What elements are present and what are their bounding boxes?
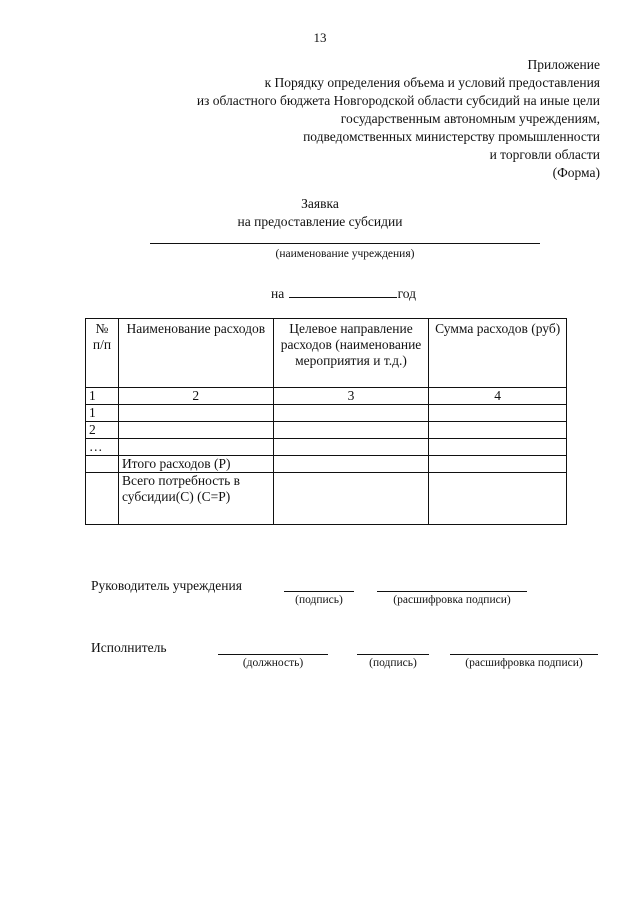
need-amount-cell[interactable] bbox=[429, 473, 567, 525]
exec-position-caption: (должность) bbox=[242, 657, 304, 669]
cell-amount[interactable] bbox=[429, 422, 567, 439]
cell-amount[interactable] bbox=[429, 439, 567, 456]
cell-target-direction[interactable] bbox=[273, 405, 429, 422]
header-number: № п/п bbox=[86, 319, 119, 388]
year-blank-line bbox=[289, 285, 397, 298]
cell-expense-name[interactable] bbox=[118, 405, 273, 422]
appendix-line: подведомственных министерству промышленности bbox=[303, 129, 600, 144]
need-label: Всего потребность в субсидии(С) (С=Р) bbox=[118, 473, 273, 525]
subsidy-table bbox=[85, 318, 567, 525]
total-label: Итого расходов (Р) bbox=[118, 456, 273, 473]
head-sign-line[interactable] bbox=[284, 591, 354, 592]
head-sign-caption: (подпись) bbox=[295, 594, 343, 606]
page-number: 13 bbox=[313, 30, 327, 45]
head-name-caption: (расшифровка подписи) bbox=[393, 594, 511, 606]
executor-label: Исполнитель bbox=[91, 640, 167, 655]
column-number: 2 bbox=[118, 388, 273, 405]
column-number: 4 bbox=[429, 388, 567, 405]
column-number-row bbox=[86, 388, 567, 405]
total-row bbox=[86, 456, 567, 473]
cell-target-direction[interactable] bbox=[273, 422, 429, 439]
cell-expense-name[interactable] bbox=[118, 439, 273, 456]
total-amount-cell[interactable] bbox=[429, 456, 567, 473]
year-prefix: на bbox=[271, 286, 285, 301]
exec-position-line[interactable] bbox=[218, 654, 328, 655]
need-target-cell[interactable] bbox=[273, 473, 429, 525]
appendix-header bbox=[197, 56, 600, 182]
document-title: Заявка bbox=[301, 196, 339, 211]
institution-caption: (наименование учреждения) bbox=[275, 248, 415, 260]
exec-sign-caption: (подпись) bbox=[369, 657, 417, 669]
cell-amount[interactable] bbox=[429, 405, 567, 422]
table-header-row bbox=[86, 319, 567, 388]
year-suffix: год bbox=[397, 286, 417, 301]
exec-name-caption: (расшифровка подписи) bbox=[465, 657, 583, 669]
appendix-line: к Порядку определения объема и условий предоставления bbox=[264, 75, 600, 90]
head-label: Руководитель учреждения bbox=[91, 578, 242, 593]
column-number: 1 bbox=[86, 388, 119, 405]
need-row bbox=[86, 473, 567, 525]
total-target-cell[interactable] bbox=[273, 456, 429, 473]
exec-name-line[interactable] bbox=[450, 654, 598, 655]
header-expense-name: Наименование расходов bbox=[118, 319, 273, 388]
institution-name-line bbox=[150, 243, 540, 244]
appendix-line: Приложение bbox=[527, 57, 600, 72]
appendix-line: государственным автономным учреждениям, bbox=[340, 111, 600, 126]
head-name-line[interactable] bbox=[377, 591, 527, 592]
column-number: 3 bbox=[273, 388, 429, 405]
exec-sign-line[interactable] bbox=[357, 654, 429, 655]
row-number: … bbox=[86, 439, 119, 456]
appendix-line: из областного бюджета Новгородской области субсидий на иные цели bbox=[196, 93, 600, 108]
appendix-line: (Форма) bbox=[552, 165, 600, 180]
appendix-line: и торговли области bbox=[489, 147, 600, 162]
header-target-direction: Целевое направление расходов (наименование мероприятия и т.д.) bbox=[273, 319, 429, 388]
table-row bbox=[86, 422, 567, 439]
document-subtitle: на предоставление субсидии bbox=[237, 214, 403, 229]
table-row bbox=[86, 405, 567, 422]
table-row bbox=[86, 439, 567, 456]
header-amount: Сумма расходов (руб) bbox=[429, 319, 567, 388]
cell-target-direction[interactable] bbox=[273, 439, 429, 456]
cell-expense-name[interactable] bbox=[118, 422, 273, 439]
row-number: 1 bbox=[86, 405, 119, 422]
year-row bbox=[271, 285, 416, 302]
row-number: 2 bbox=[86, 422, 119, 439]
